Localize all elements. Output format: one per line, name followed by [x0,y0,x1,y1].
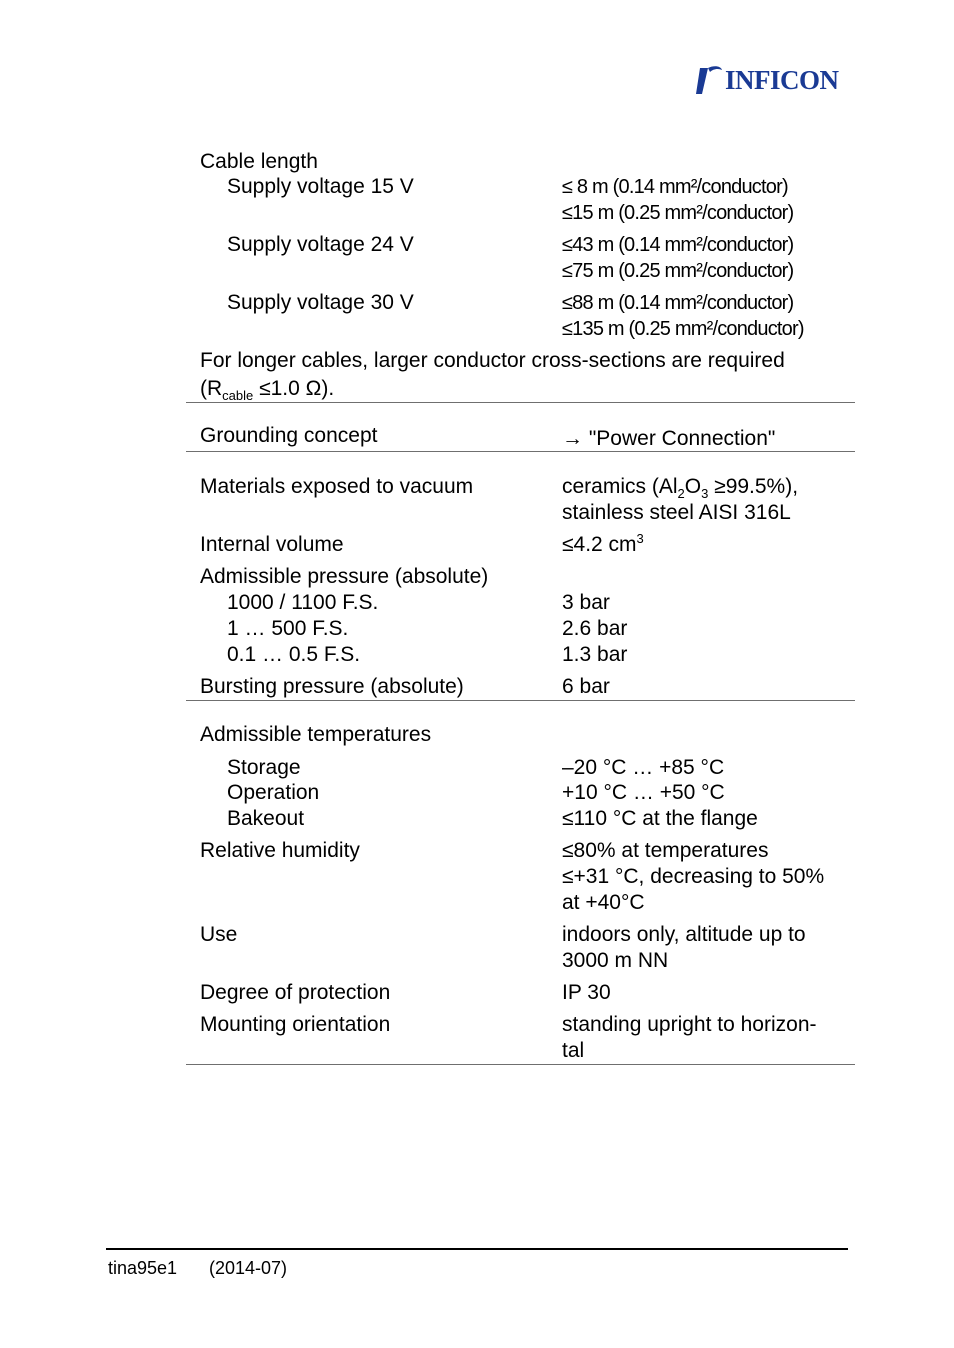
cable-row-label: Supply voltage 24 V [227,233,414,256]
humidity-value: ≤80% at temperatures [562,839,769,862]
bursting-pressure-label: Bursting pressure (absolute) [200,675,464,698]
cable-row-label: Supply voltage 30 V [227,291,414,314]
protection-label: Degree of protection [200,981,391,1004]
mounting-value: standing upright to horizon- [562,1013,817,1036]
mounting-value: tal [562,1039,585,1062]
pressure-label: Admissible pressure (absolute) [200,565,489,588]
footer-rule [106,1248,848,1250]
inficon-logo [694,64,846,96]
section-divider [186,402,855,403]
cable-note: For longer cables, larger conductor cross-sections are required [200,349,785,372]
materials-value: ceramics $(Al_2O_3 \ge 99.5\%)$, [562,475,799,502]
cable-row-value: ≤15 m (0.25 mm²/conductor) [562,202,794,224]
section-divider [186,451,855,452]
volume-label: Internal volume [200,533,344,556]
use-value: indoors only, altitude up to [562,923,806,946]
temperature-row-label: Storage [227,756,301,779]
cable-length-heading: Cable length [200,150,318,173]
temperatures-label: Admissible temperatures [200,723,432,746]
materials-label: Materials exposed to vacuum [200,475,474,498]
pressure-row-value: 3 bar [562,591,610,614]
temperature-row-value: ≤110 °C at the flange [562,807,758,830]
cable-row-label: Supply voltage 15 V [227,175,414,198]
cable-note-resistance: ($R_{cable} \le 1.0$ Ω). [200,377,335,404]
humidity-value: ≤+31 °C, decreasing to 50% [562,865,825,888]
humidity-label: Relative humidity [200,839,360,862]
temperature-row-label: Bakeout [227,807,305,830]
cable-row-value: ≤135 m (0.25 mm²/conductor) [562,318,804,340]
section-divider [186,700,855,701]
cable-row-value: ≤88 m (0.14 mm²/conductor) [562,292,794,314]
cable-row-value: ≤75 m (0.25 mm²/conductor) [562,260,794,282]
protection-value: IP 30 [562,981,611,1004]
temperature-row-value: –20 °C … +85 °C [562,756,725,779]
pressure-row-value: 1.3 bar [562,643,628,666]
pressure-row-label: 1000 / 1100 F.S. [227,591,379,614]
inficon-emblem-icon [694,64,724,96]
pressure-row-label: 0.1 … 0.5 F.S. [227,643,361,666]
bursting-pressure-value: 6 bar [562,675,610,698]
temperature-row-value: +10 °C … +50 °C [562,781,725,804]
cable-row-value: ≤43 m (0.14 mm²/conductor) [562,234,794,256]
pressure-row-label: 1 … 500 F.S. [227,617,349,640]
mounting-label: Mounting orientation [200,1013,391,1036]
footer-date: (2014-07) [209,1258,288,1278]
footer-doc-id: tina95e1 [108,1258,178,1278]
volume-value: ≤4.2 $cm^3$ [562,531,644,556]
pressure-row-value: 2.6 bar [562,617,628,640]
grounding-label: Grounding concept [200,424,378,447]
materials-value-line2: stainless steel AISI 316L [562,501,791,524]
cable-row-value: ≤ 8 m (0.14 mm²/conductor) [562,176,788,198]
section-divider [186,1064,855,1065]
humidity-value: at +40°C [562,891,645,914]
use-label: Use [200,923,238,946]
use-value: 3000 m NN [562,949,669,972]
temperature-row-label: Operation [227,781,320,804]
grounding-value: → "Power Connection" [562,427,776,450]
brand-name: INFICON [725,65,839,95]
